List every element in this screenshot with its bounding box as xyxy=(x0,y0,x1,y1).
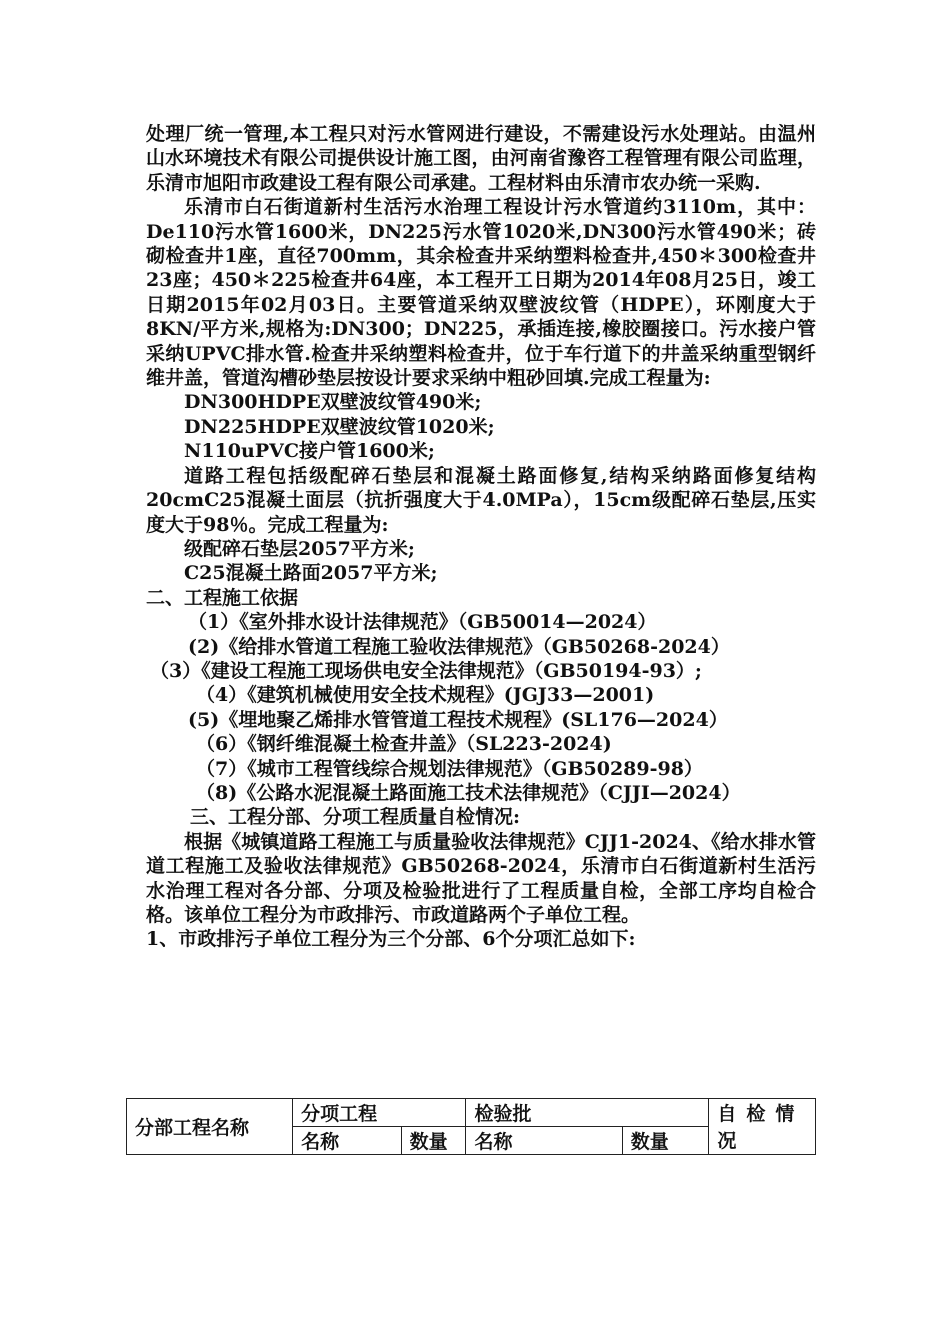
table-header-row xyxy=(127,1099,816,1127)
paragraph-project-intro: 处理厂统一管理,本工程只对污水管网进行建设，不需建设污水处理站。由温州山水环境技术有限公司提供设计施工图，由河南省豫咨工程管理有限公司监理，乐清市旭阳市政建设工程有限公司承建。工程材料由乐清市农办统一采购. xyxy=(146,123,816,194)
subheader-name: 名称 xyxy=(466,1127,622,1155)
reference-item: （3）《建设工程施工现场供电安全法律规范》（GB50194-93）; xyxy=(150,659,702,682)
header-batch: 检验批 xyxy=(466,1099,709,1127)
paragraph-self-check: 根据《城镇道路工程施工与质量验收法律规范》CJJ1-2024、《给水排水管道工程施工及验收法律规范》GB50268-2024，乐清市白石街道新村生活污水治理工程对各分部、分项及检验批进行了工程质量自检，全部工序均自检合格。该单位工程分为市政排污、市政道路两个子单位工程。 xyxy=(146,830,816,926)
header-division-name: 分部工程名称 xyxy=(127,1099,293,1155)
paragraph-road-works: 道路工程包括级配碎石垫层和混凝土路面修复,结构采纳路面修复结构20cmC25混凝土面层（抗折强度大于4.0MPa），15cm级配碎石垫层,压实度大于98％。完成工程量为: xyxy=(146,464,816,536)
paragraph-table-intro: 1、市政排污子单位工程分为三个分部、6个分项汇总如下: xyxy=(146,928,636,951)
quantity-line: 级配碎石垫层2057平方米; xyxy=(184,537,415,560)
quantity-line: DN300HDPE双壁波纹管490米; xyxy=(184,391,482,414)
quantity-line: DN225HDPE双壁波纹管1020米; xyxy=(184,415,495,438)
subheader-name: 名称 xyxy=(293,1127,402,1155)
header-self-check: 自检情况 xyxy=(709,1099,816,1155)
reference-item: （7）《城市工程管线综合规划法律规范》（GB50289-98） xyxy=(196,757,703,780)
document-body xyxy=(146,122,816,952)
section-heading-self-check: 三、工程分部、分项工程质量自检情况: xyxy=(190,806,521,829)
reference-item: （4）《建筑机械使用安全技术规程》(JGJ33—2001) xyxy=(196,684,655,707)
quantity-line: N110uPVC接户管1600米; xyxy=(184,440,435,463)
paragraph-pipeline-scope: 乐清市白石街道新村生活污水治理工程设计污水管道约3110m，其中：De110污水管1600米，DN225污水管1020米,DN300污水管490米；砖砌检查井1座，直径700mm，其余检查井采纳塑料检查井,450＊300检查井23座；450＊225检查井64座，本工程开工日期为2014年08月25日，竣工日期2015年02月03日。主要管道采纳双壁波纹管（HDPE），环刚度大于8KN/平方米,规格为:DN300；DN225，承插连接,橡胶圈接口。污水接户管采纳UPVC排水管.检查井采纳塑料检查井，位于车行道下的井盖采纳重型钢纤维井盖，管道沟槽砂垫层按设计要求采纳中粗砂回填.完成工程量为: xyxy=(146,196,816,390)
reference-item: （1）《室外排水设计法律规范》（GB50014—2024） xyxy=(188,611,657,634)
reference-item: （8)《公路水泥混凝土路面施工技术法律规范》（CJJI—2024） xyxy=(196,781,741,804)
quantity-line: C25混凝土路面2057平方米; xyxy=(184,562,438,585)
reference-item: (2)《给排水管道工程施工验收法律规范》（GB50268-2024） xyxy=(188,635,730,658)
section-heading-basis: 二、工程施工依据 xyxy=(146,586,299,609)
subheader-quantity: 数量 xyxy=(622,1127,709,1155)
reference-item: （6）《钢纤维混凝土检查井盖》（SL223-2024) xyxy=(196,733,612,756)
header-subitem: 分项工程 xyxy=(293,1099,466,1127)
reference-item: (5)《埋地聚乙烯排水管管道工程技术规程》(SL176—2024） xyxy=(188,708,728,731)
subheader-quantity: 数量 xyxy=(401,1127,466,1155)
summary-table xyxy=(126,1098,816,1155)
